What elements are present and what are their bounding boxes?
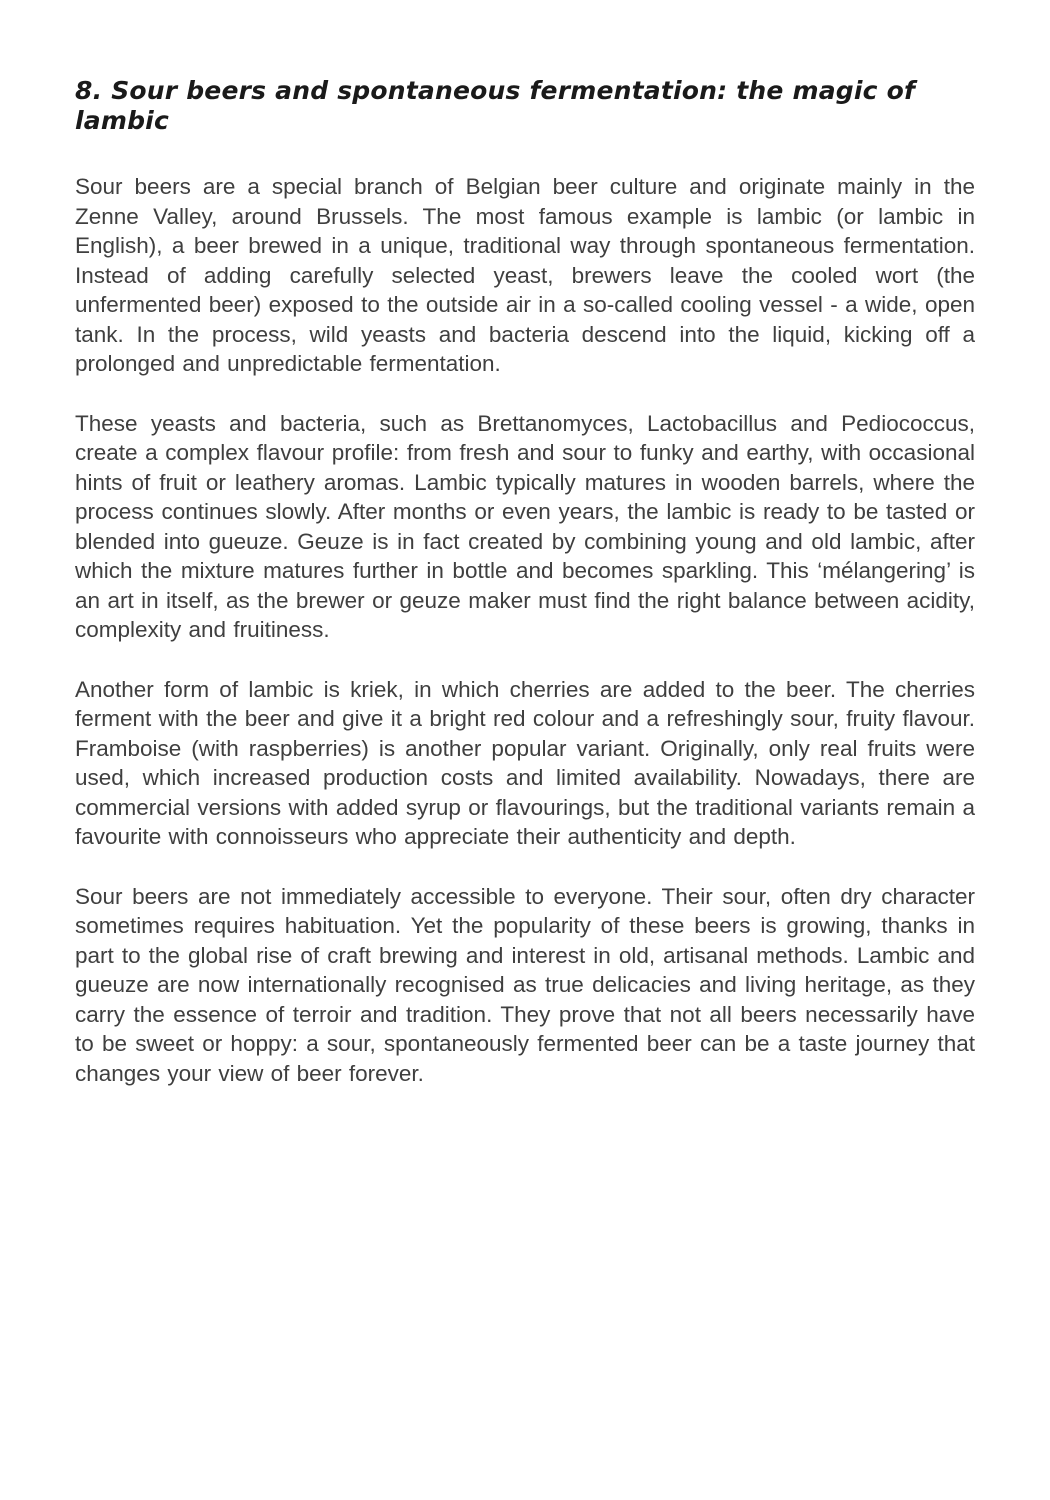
paragraph-popularity-and-heritage: Sour beers are not immediately accessible to everyone. Their sour, often dry character sometimes requires habituation. Yet the popularity of these beers is growing, thanks in part to the global rise of craft brewing and interest in old, artisanal methods. Lambic and gueuze are now internationally recognised as true delicacies and living heritage, as they carry the essence of terroir and tradition. They prove that not all beers necessarily have to be sweet or hoppy: a sour, spontaneously fermented beer can be a taste journey that changes your view of beer forever. — [75, 883, 975, 1086]
paragraph-kriek-and-framboise: Another form of lambic is kriek, in which cherries are added to the beer. The cherries ferment with the beer and give it a bright red colour and a refreshingly sour, fruity flavour. Framboise (with raspberries) is another popular variant. Originally, only real fruits were used, which increased production costs and limited availability. Nowadays, there are commercial versions with added syrup or flavourings, but the traditional variants remain a favourite with connoisseurs who appreciate their authenticity and depth. — [75, 676, 975, 849]
paragraph-yeasts-and-gueuze: These yeasts and bacteria, such as Brettanomyces, Lactobacillus and Pediococcus, create a complex flavour profile: from fresh and sour to funky and earthy, with occasional hints of fruit or leathery aromas. Lambic typically matures in wooden barrels, where the process continues slowly. After months or even years, the lambic is ready to be tasted or blended into gueuze. Geuze is in fact created by combining young and old lambic, after which the mixture matures further in bottle and becomes sparkling. This ‘mélangering’ is an art in itself, as the brewer or geuze maker must find the right balance between acidity, complexity and fruitiness. — [75, 410, 975, 642]
paragraph-sour-beers-intro: Sour beers are a special branch of Belgian beer culture and originate mainly in the Zenne Valley, around Brussels. The most famous example is lambic (or lambic in English), a beer brewed in a unique, traditional way through spontaneous fermentation. Instead of adding carefully selected yeast, brewers leave the cooled wort (the unfermented beer) exposed to the outside air in a so-called cooling vessel - a wide, open tank. In the process, wild yeasts and bacteria descend into the liquid, kicking off a prolonged and unpredictable fermentation. — [75, 174, 975, 376]
section-heading: 8. Sour beers and spontaneous fermentation: the magic of lambic — [75, 76, 916, 135]
